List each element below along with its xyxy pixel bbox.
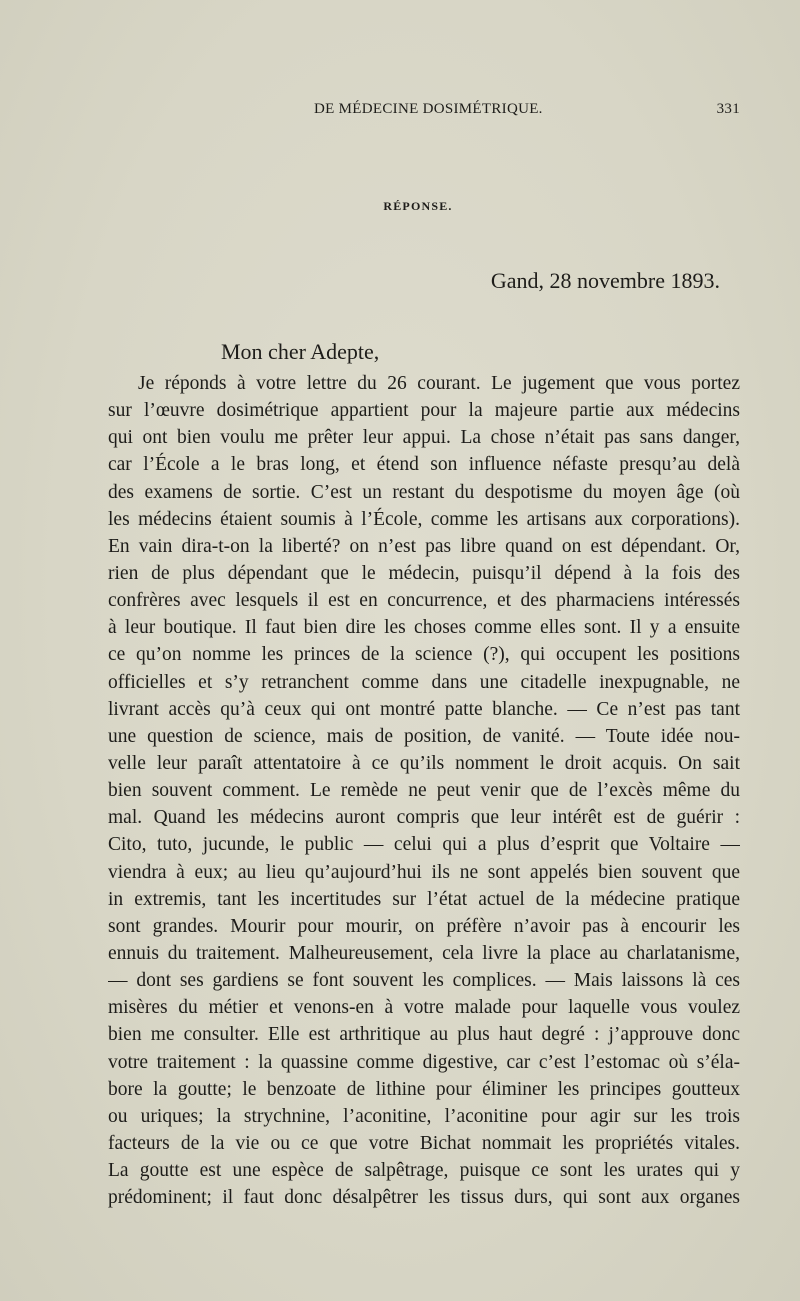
- body-line: En vain dira-t-on la liberté? on n’est pas libre quand on est dépendant. Or,: [108, 535, 740, 557]
- body-line: une question de science, mais de position, de vanité. — Toute idée nou-: [108, 725, 740, 747]
- letter-dateline: Gand, 28 novembre 1893.: [490, 268, 720, 293]
- body-line: mal. Quand les médecins auront compris que leur intérêt est de guérir :: [108, 807, 740, 829]
- body-line: ennuis du traitement. Malheureusement, cela livre la place au charlatanisme,: [108, 942, 740, 964]
- body-line: rien de plus dépendant que le médecin, puisqu’il dépend à la fois des: [108, 562, 740, 584]
- running-head: [110, 101, 740, 127]
- body-line: bore la goutte; le benzoate de lithine pour éliminer les principes goutteux: [108, 1078, 740, 1100]
- body-line: qui ont bien voulu me prêter leur appui. La chose n’était pas sans danger,: [108, 427, 740, 449]
- letter-body: [108, 370, 740, 1211]
- body-line: à leur boutique. Il faut bien dire les choses comme elles sont. Il y a ensuite: [108, 617, 740, 639]
- body-line: confrères avec lesquels il est en concurrence, et des pharmaciens intéressés: [108, 590, 740, 612]
- running-title: DE MÉDECINE DOSIMÉTRIQUE.: [314, 101, 543, 117]
- body-line: ce qu’on nomme les princes de la science (?), qui occupent les positions: [108, 644, 740, 666]
- body-line: ou uriques; la strychnine, l’aconitine, l’aconitine pour agir sur les trois: [108, 1105, 740, 1127]
- body-line: bien me consulter. Elle est arthritique au plus haut degré : j’approuve donc: [108, 1024, 740, 1046]
- body-line: sur l’œuvre dosimétrique appartient pour la majeure partie aux médecins: [108, 400, 740, 422]
- body-line: des examens de sortie. C’est un restant du despotisme du moyen âge (où: [108, 481, 740, 503]
- body-line: bien souvent comment. Le remède ne peut venir que de l’excès même du: [108, 780, 740, 802]
- letter-salutation: Mon cher Adepte,: [221, 339, 380, 364]
- body-line: — dont ses gardiens se font souvent les complices. — Mais laissons là ces: [108, 970, 740, 992]
- body-line: in extremis, tant les incertitudes sur l’état actuel de la médecine pratique: [108, 888, 740, 910]
- body-line: misères du métier et venons-en à votre malade pour laquelle vous voulez: [108, 997, 740, 1019]
- body-line: votre traitement : la quassine comme digestive, car c’est l’estomac où s’éla-: [108, 1051, 740, 1073]
- body-line: les médecins étaient soumis à l’École, comme les artisans aux corporations).: [108, 508, 740, 530]
- section-heading: RÉPONSE.: [383, 199, 453, 213]
- body-line: La goutte est une espèce de salpêtrage, puisque ce sont les urates qui y: [108, 1160, 740, 1182]
- body-line: car l’École a le bras long, et étend son influence néfaste presqu’au delà: [108, 454, 740, 476]
- body-line: livrant accès qu’à ceux qui ont montré patte blanche. — Ce n’est pas tant: [108, 698, 740, 720]
- body-line: viendra à eux; au lieu qu’aujourd’hui ils ne sont appelés bien souvent que: [108, 861, 740, 883]
- body-line: officielles et s’y retranchent comme dans une citadelle inexpugnable, ne: [108, 671, 740, 693]
- body-line: facteurs de la vie ou ce que votre Bichat nommait les propriétés vitales.: [108, 1132, 740, 1154]
- body-line: Je réponds à votre lettre du 26 courant. Le jugement que vous portez: [138, 373, 740, 394]
- page-number: 331: [716, 101, 740, 117]
- body-line: sont grandes. Mourir pour mourir, on préfère n’avoir pas à encourir les: [108, 915, 740, 937]
- body-line: Cito, tuto, jucunde, le public — celui qui a plus d’esprit que Voltaire —: [108, 834, 740, 856]
- body-line: velle leur paraît attentatoire à ce qu’ils nomment le droit acquis. On sait: [108, 752, 740, 774]
- body-line: prédominent; il faut donc désalpêtrer les tissus durs, qui sont aux organes: [108, 1187, 740, 1209]
